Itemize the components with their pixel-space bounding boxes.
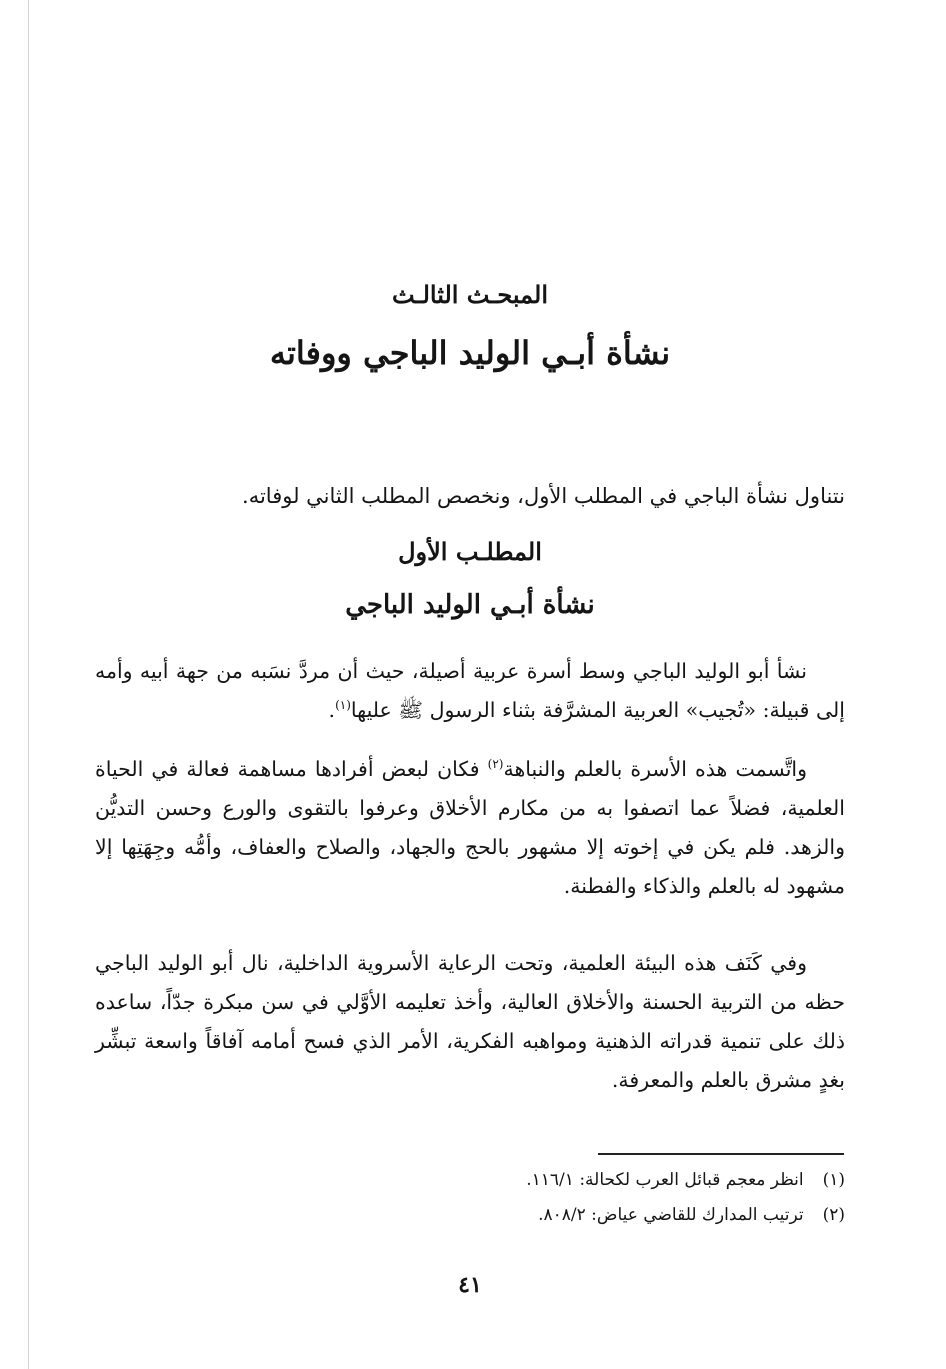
- paragraph-1: [95, 652, 845, 730]
- section-title: نشأة أبـي الوليد الباجي ووفاته: [269, 334, 671, 372]
- paragraph-2: [95, 750, 845, 906]
- footnote-1-text: انظر معجم قبائل العرب لكحالة: ١١٦/١.: [526, 1170, 804, 1190]
- paragraph-3: [95, 944, 845, 1100]
- subsection-title: نشأة أبـي الوليد الباجي: [345, 590, 595, 620]
- paragraph-3-text: وفي كَنَف هذه البيئة العلمية، وتحت الرعاية الأسروية الداخلية، نال أبو الوليد الباجي حظه من التربية الحسنة والأخلاق العالية، وأخذ تعليمه الأوَّلي في سن مبكرة جدّاً، ساعده ذلك على تنمية قدراته الذهنية ومواهبه الفكرية، الأمر الذي فسح أمامه آفاقاً واسعة تبشِّر بغدٍ مشرق بالعلم والمعرفة.: [95, 951, 845, 1092]
- paragraph-1-end: .: [328, 698, 336, 722]
- page-edge-line: [28, 0, 29, 1369]
- footnotes: [95, 1163, 845, 1233]
- footnote-2-mark: (٢): [822, 1205, 845, 1225]
- paragraph-2-text-a: واتَّسمت هذه الأسرة بالعلم والنباهة: [503, 757, 808, 781]
- footnote-2-text: ترتيب المدارك للقاضي عياض: ٨٠٨/٢.: [538, 1205, 804, 1225]
- section-label: المبحـث الثالـث: [392, 280, 548, 309]
- intro-paragraph: نتناول نشأة الباجي في المطلب الأول، ونخصص المطلب الثاني لوفاته.: [242, 484, 845, 508]
- paragraph-2-text-b: فكان لبعض أفرادها مساهمة فعالة في الحياة العلمية، فضلاً عما اتصفوا به من مكارم الأخلاق وعرفوا بالتقوى والورع وحسن التديُّن والزهد. فلم يكن في إخوته إلا مشهور بالحج والجهاد، والصلاح والعفاف، وأمُّه وجِهَتِها إلا مشهود له بالعلم والذكاء والفطنة.: [95, 757, 845, 898]
- subsection-label: المطلـب الأول: [398, 537, 542, 566]
- paragraph-1-text: نشأ أبو الوليد الباجي وسط أسرة عربية أصيلة، حيث أن مردَّ نسَبه من جهة أبيه وأمه إلى قبيلة: «تُجيب» العربية المشرَّفة بثناء الرسول ﷺ عليها: [95, 659, 845, 722]
- footnote-2: [95, 1198, 845, 1233]
- footnote-ref-2: (٢): [487, 757, 504, 772]
- footnote-ref-1: (١): [335, 698, 351, 713]
- page-number: ٤١: [458, 1272, 482, 1298]
- footnote-separator: [598, 1153, 844, 1155]
- footnote-1-mark: (١): [822, 1170, 845, 1190]
- footnote-1: [95, 1163, 845, 1198]
